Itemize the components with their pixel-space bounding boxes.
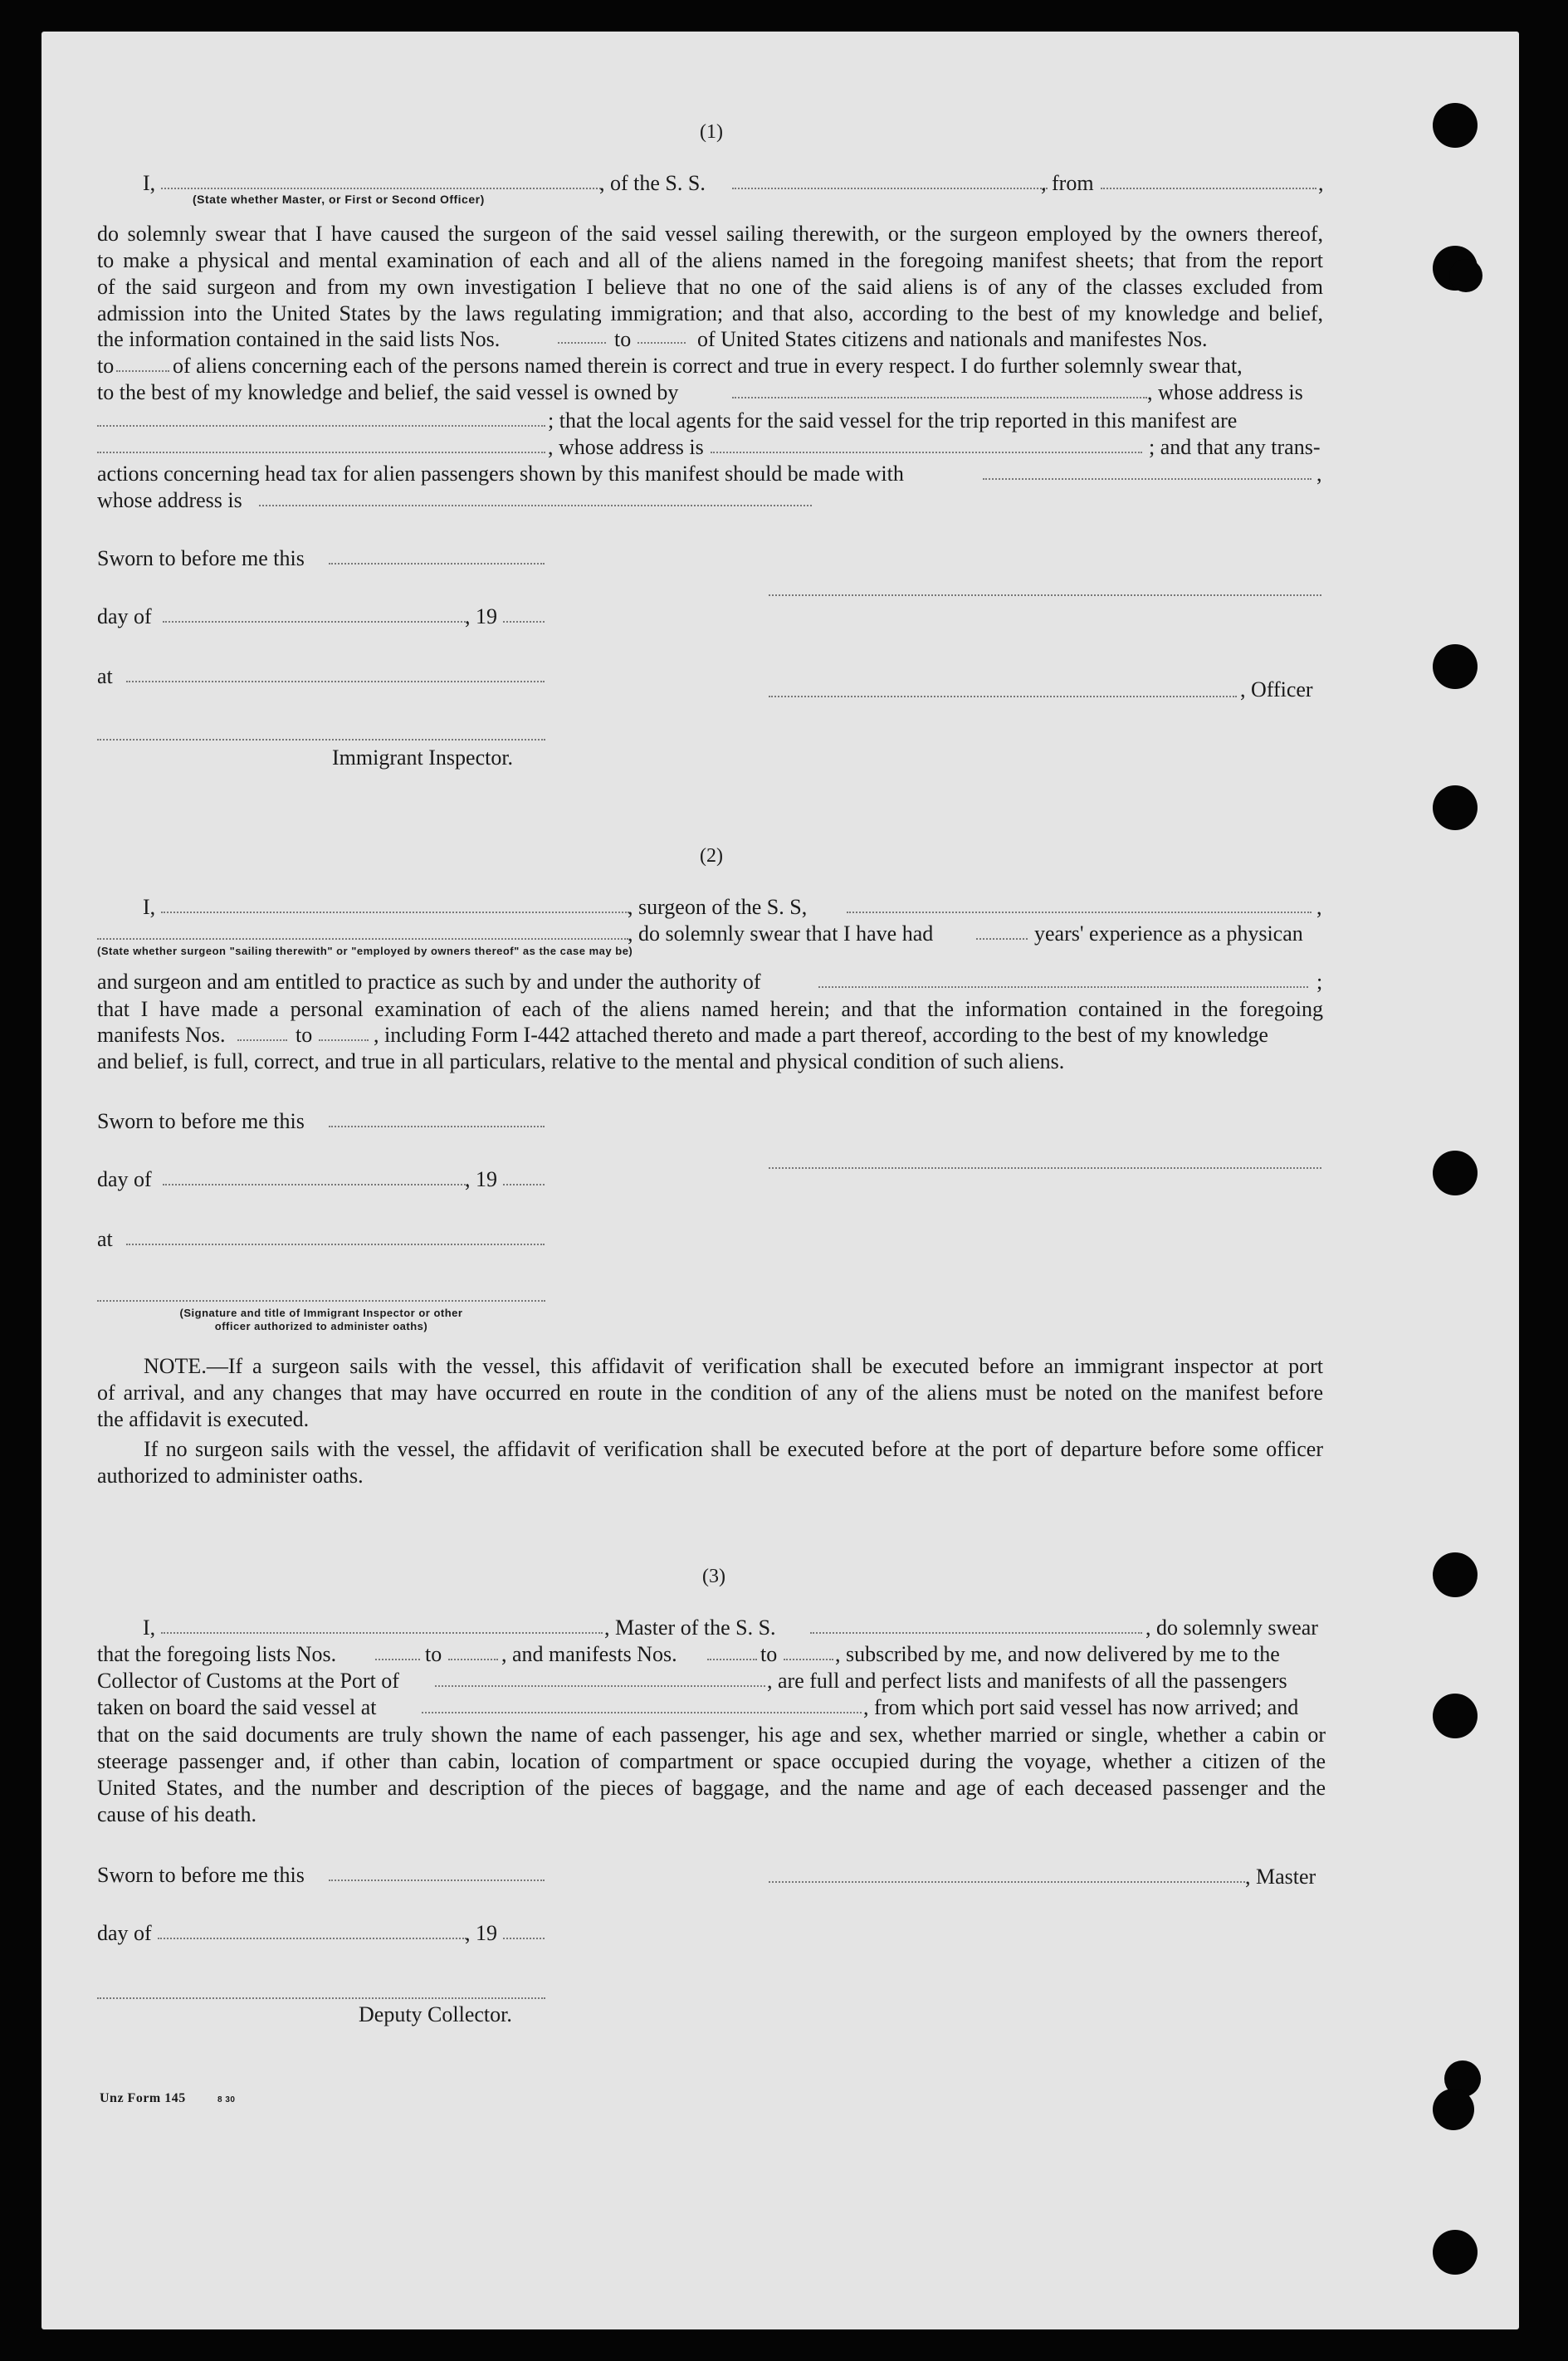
year-label: , 19 <box>465 1921 497 1945</box>
at-label: at <box>97 1227 113 1251</box>
text-line: of aliens concerning each of the persons named therein is correct and true in every respect. I do further solemnly swear that, <box>173 354 1243 378</box>
lists-from-field[interactable] <box>375 1659 420 1660</box>
text-line: authorized to administer oaths. <box>97 1464 364 1488</box>
text-line: ; and that any trans- <box>1149 435 1321 459</box>
pronoun-i: I, <box>143 895 156 919</box>
oath-paragraph <box>97 1722 1326 1828</box>
text-line: actions concerning head tax for alien passengers shown by this manifest should be made with <box>97 462 904 486</box>
text-line: that the foregoing lists Nos. <box>97 1642 337 1666</box>
sworn-day-field[interactable] <box>329 1126 545 1127</box>
text-line: to <box>296 1023 313 1047</box>
text-line: and surgeon and am entitled to practice as such by and under the authority of <box>97 970 761 994</box>
lists-to-field[interactable] <box>448 1659 498 1660</box>
inspector-signature-field[interactable] <box>97 1300 545 1302</box>
text-line: that on the said documents are truly shown the name of each passenger, his age and sex, whether married or single, whether a cabin or <box>97 1723 1326 1747</box>
text-line: , including Form I-442 attached thereto and made a part thereof, according to the best of my knowledge <box>374 1023 1268 1047</box>
year-field[interactable] <box>503 1184 545 1185</box>
deputy-label: Deputy Collector. <box>359 2002 512 2026</box>
text-line: of arrival, and any changes that may have occurred en route in the condition of any of the aliens must be noted on the manifest before <box>97 1381 1323 1405</box>
day-of-label: day of <box>97 1921 152 1945</box>
text-line: to <box>760 1642 778 1666</box>
at-label: at <box>97 664 113 688</box>
sworn-label: Sworn to before me this <box>97 1109 305 1133</box>
year-label: , 19 <box>465 1167 497 1191</box>
from-port-field[interactable] <box>1101 188 1316 189</box>
field-note: (State whether surgeon "sailing therewith" or "employed by owners thereof" as the case may be) <box>97 945 633 957</box>
master-signature-field[interactable] <box>769 1881 1245 1883</box>
field-note: (State whether Master, or First or Second Officer) <box>193 193 485 206</box>
binder-hole <box>1433 2230 1478 2275</box>
text-line: , surgeon of the S. S, <box>628 895 808 919</box>
place-field[interactable] <box>126 681 545 682</box>
month-field[interactable] <box>163 621 468 623</box>
text-line: steerage passenger and, if other than cabin, location of compartment or space occupied during the voyage, whether a citizen of the <box>97 1749 1326 1773</box>
text-line: ; that the local agents for the said vessel for the trip reported in this manifest are <box>548 408 1238 433</box>
month-field[interactable] <box>158 1938 466 1939</box>
year-label: , 19 <box>465 604 497 628</box>
lists-from-field[interactable] <box>558 342 606 344</box>
text-line: whose address is <box>97 488 242 512</box>
note-paragraph <box>97 1436 1323 1489</box>
form-number: Unz Form 145 <box>100 2091 186 2105</box>
officer-name-field[interactable] <box>161 188 601 189</box>
text-line: If no surgeon sails with the vessel, the affidavit of verification shall be executed before at the port of departure before some officer <box>144 1437 1323 1461</box>
inspector-label: Immigrant Inspector. <box>332 745 514 770</box>
text-line: , subscribed by me, and now delivered by me to the <box>835 1642 1280 1666</box>
text-line: manifests Nos. <box>97 1023 226 1047</box>
inspector-signature-field[interactable] <box>97 739 545 741</box>
binder-hole <box>1433 644 1478 689</box>
lists-to-field[interactable] <box>637 342 686 344</box>
pronoun-i: I, <box>143 171 156 195</box>
text-line: , do solemnly swear that I have had <box>628 921 934 946</box>
signature-note: officer authorized to administer oaths) <box>214 1320 428 1332</box>
sworn-label: Sworn to before me this <box>97 1863 305 1887</box>
sworn-label: Sworn to before me this <box>97 546 305 570</box>
year-field[interactable] <box>503 1938 545 1939</box>
note-paragraph <box>97 1353 1323 1433</box>
head-tax-address-field[interactable] <box>259 505 812 506</box>
binder-hole <box>1433 785 1478 830</box>
text-line: , and manifests Nos. <box>501 1642 677 1666</box>
binder-hole <box>1433 1694 1478 1738</box>
agents-field[interactable] <box>97 452 545 453</box>
text-line: United States, and the number and description of the pieces of baggage, and the name and age of each deceased passenger and the <box>97 1776 1326 1800</box>
text-line: , whose address is <box>1147 380 1303 404</box>
deputy-signature-field[interactable] <box>97 1997 545 1999</box>
head-tax-agent-field[interactable] <box>983 478 1312 480</box>
day-of-label: day of <box>97 1167 152 1191</box>
manifests-to-field[interactable] <box>116 370 169 372</box>
of-ss-label: , of the S. S. <box>599 171 706 195</box>
text-line: Collector of Customs at the Port of <box>97 1669 399 1693</box>
pronoun-i: I, <box>143 1616 156 1640</box>
text-line: , Master of the S. S. <box>604 1616 776 1640</box>
section-number: (3) <box>702 1566 725 1587</box>
day-of-label: day of <box>97 604 152 628</box>
text-line: cause of his death. <box>97 1802 257 1826</box>
authority-field[interactable] <box>818 986 1308 988</box>
owner-address-field[interactable] <box>97 425 545 427</box>
text-line <box>97 996 1323 1023</box>
text-line: taken on board the said vessel at <box>97 1695 377 1719</box>
officer-signature-field[interactable] <box>769 594 1321 596</box>
text-line: of United States citizens and nationals and manifestes Nos. <box>697 327 1208 351</box>
oath-paragraph <box>97 221 1323 327</box>
ship-name-field[interactable] <box>810 1632 1142 1634</box>
officer-label: , Officer <box>1240 677 1313 701</box>
boarding-port-field[interactable] <box>422 1712 862 1713</box>
text-line: and belief, is full, correct, and true in all particulars, relative to the mental and physical condition of such aliens. <box>97 1049 1065 1073</box>
port-field[interactable] <box>435 1685 765 1687</box>
manifests-from-field[interactable] <box>707 1659 757 1660</box>
text-line: that I have made a personal examination of each of the aliens named herein; and that the information contained in the foregoing <box>97 997 1323 1021</box>
year-field[interactable] <box>503 621 545 623</box>
signature-note: (Signature and title of Immigrant Inspector or other <box>179 1307 463 1319</box>
master-label: , Master <box>1245 1865 1316 1889</box>
from-label: , from <box>1041 171 1094 195</box>
sworn-day-field[interactable] <box>329 1880 545 1881</box>
text-line: years' experience as a physican <box>1034 921 1303 946</box>
binder-hole <box>1433 103 1478 148</box>
years-field[interactable] <box>976 938 1028 940</box>
officer-title-field[interactable] <box>769 696 1237 697</box>
text-line: NOTE.—If a surgeon sails with the vessel, this affidavit of verification shall be executed before an immigrant inspector at port <box>144 1354 1323 1378</box>
binder-hole <box>1433 1552 1478 1597</box>
text-line: to <box>97 354 115 378</box>
master-name-field[interactable] <box>161 1632 603 1634</box>
form-code: 8 30 <box>217 2095 236 2104</box>
manifests-from-field[interactable] <box>237 1039 287 1041</box>
section-number: (2) <box>700 845 723 867</box>
owner-field[interactable] <box>732 397 1147 398</box>
comma: , <box>1316 895 1322 919</box>
surgeon-name-field[interactable] <box>161 912 629 913</box>
manifests-to-field[interactable] <box>319 1039 369 1041</box>
surgeon-signature-field[interactable] <box>769 1167 1321 1169</box>
binder-hole <box>1449 259 1483 292</box>
sworn-day-field[interactable] <box>329 563 545 565</box>
binder-hole <box>1433 1151 1478 1195</box>
section-number: (1) <box>700 121 723 143</box>
text-line: to make a physical and mental examination of each and all of the aliens named in the foregoing manifest sheets; that from the report <box>97 248 1323 272</box>
text-line: to the best of my knowledge and belief, the said vessel is owned by <box>97 380 679 404</box>
semicolon: ; <box>1316 970 1323 994</box>
place-field[interactable] <box>126 1244 545 1245</box>
text-line: , from which port said vessel has now arrived; and <box>863 1695 1299 1719</box>
text-line: , whose address is <box>548 435 704 459</box>
month-field[interactable] <box>163 1184 468 1185</box>
manifests-to-field[interactable] <box>784 1659 833 1660</box>
text-line: to <box>425 1642 442 1666</box>
text-line: , are full and perfect lists and manifests of all the passengers <box>767 1669 1287 1693</box>
text-line: the information contained in the said lists Nos. <box>97 327 501 351</box>
text-line: of the said surgeon and from my own investigation I believe that no one of the said aliens is of any of the classes excluded from <box>97 275 1323 299</box>
ship-name-field[interactable] <box>847 912 1312 913</box>
text-line: do solemnly swear that I have caused the surgeon of the said vessel sailing therewith, or the surgeon employed by the owners thereof, <box>97 222 1323 246</box>
text-line: to <box>614 327 632 351</box>
text-line: , do solemnly swear <box>1145 1616 1318 1640</box>
text-line: the affidavit is executed. <box>97 1407 310 1431</box>
comma: , <box>1318 171 1324 195</box>
comma: , <box>1316 462 1322 486</box>
binder-hole <box>1433 2089 1474 2130</box>
surgeon-status-field[interactable] <box>97 938 628 940</box>
ship-name-field[interactable] <box>732 188 1048 189</box>
agents-address-field[interactable] <box>711 452 1142 453</box>
text-line: admission into the United States by the laws regulating immigration; and that also, according to the best of my knowledge and belief, <box>97 301 1323 325</box>
